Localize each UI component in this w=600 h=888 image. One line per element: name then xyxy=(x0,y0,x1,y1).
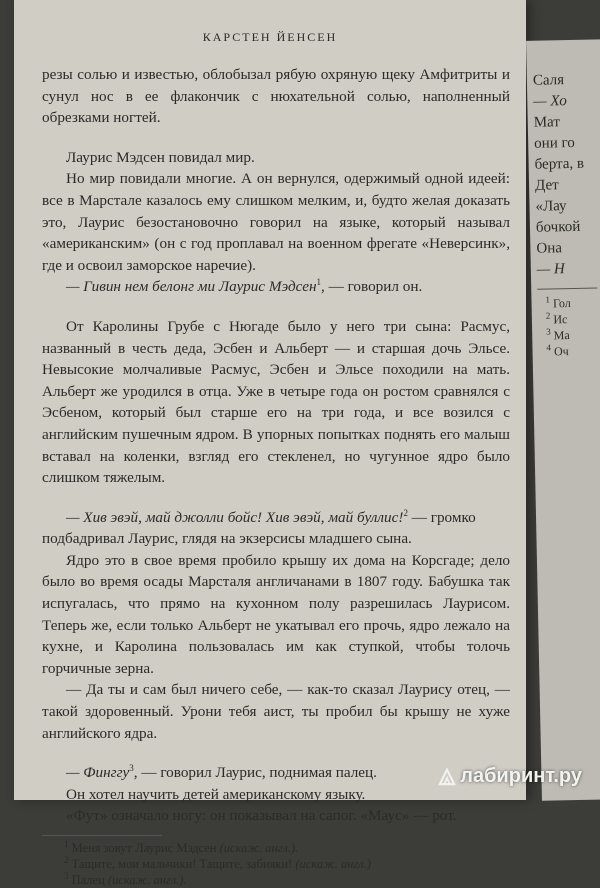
paragraph: От Каролины Грубе с Нюгаде было у него три сына: Расмус, названный в честь деда, Эсбен и Альберт — и старшая дочь Эльсе. Невысокие молчаливые Расмус, Эсбен и Эльсе походили на мать. Альберт же уродился в отца. Уже в четыре года он ростом сравнялся с Эсбеном, который был старше его на три года, и все возился с английским пушечным ядром. В упорных попытках поднять его малыш вставал на коленки, взгляд его стекленел, но чугунное ядро было слишком тяжелым. xyxy=(42,317,510,487)
right-page-line: берта, в xyxy=(534,155,585,173)
footnote-note: (искаж. англ.). xyxy=(219,841,299,855)
speech-tail: , — говорил Лаурис, поднимая палец. xyxy=(133,764,377,782)
paragraph: подбадривал Лаурис, глядя на экзерсисы младшего сына. xyxy=(42,530,412,548)
right-page-line: Мат xyxy=(533,114,561,131)
speech-tail: — громко xyxy=(407,508,476,526)
footnote-ref: 3 xyxy=(129,763,134,774)
book-page-right xyxy=(526,39,600,801)
footnote xyxy=(42,856,510,872)
right-page-line: Дет xyxy=(534,177,559,194)
footnote xyxy=(42,840,510,856)
paragraph: — Да ты и сам был ничего себе, — как-то сказал Лаурису отец, — такой здоровенный. Урони тебя аист, ты пробил бы крышу не хуже английского ядра. xyxy=(42,681,510,742)
watermark xyxy=(438,765,582,788)
speech-tail: , — говорил он. xyxy=(320,278,423,296)
footnote-number: 3 xyxy=(64,870,69,881)
speech-italic: — Финггу xyxy=(66,764,130,782)
right-page-line: — Н xyxy=(536,261,565,278)
paragraph: Но мир повидали многие. А он вернулся, одержимый одной идеей: все в Марстале казалось ему слишком мелким, и, будто желая доказать это, Лаурис безостановочно говорил на языке, который называл «американским» (он с год проплавал на военном фрегате «Неверсинк», где и освоил заморское наречие). xyxy=(42,170,510,274)
right-page-line: — Хо xyxy=(533,93,567,110)
speech-line xyxy=(42,276,510,298)
footnote-text: Ис xyxy=(553,312,568,327)
right-footnote xyxy=(532,310,600,328)
speech-italic: — Хив эвэй, май джолли бойс! Хив эвэй, май буллис! xyxy=(66,508,404,526)
footnote-number: 1 xyxy=(64,838,69,849)
footnote-note: (искаж. англ.) xyxy=(295,857,371,871)
footnote-text: Тащите, мои мальчики! Тащите, забияки! xyxy=(71,857,293,871)
running-header: КАРСТЕН ЙЕНСЕН xyxy=(202,30,338,44)
footnote-text: Меня зовут Лаурис Мэдсен xyxy=(71,841,217,855)
right-footnote xyxy=(532,342,600,360)
footnote-number: 4 xyxy=(546,342,552,353)
right-footnote xyxy=(531,294,600,312)
paragraph: Ядро это в свое время пробило крышу их дома на Корсгаде; дело было во время осады Марсталя англичанами в 1807 году. Бабушка так испугалась, что прямо на кухонном полу разрешилась Лаурисом. Теперь же, если только Альберт не укатывал его прочь, ядро лежало на кухне, и Каролина пользовалась им как ступкой, чтобы толочь горчичные зерна. xyxy=(42,551,510,677)
footnote-note: (искаж. англ.). xyxy=(107,873,187,887)
paragraph: Он хотел научить детей американскому языку. xyxy=(66,785,366,803)
paragraph: резы солью и известью, облобызал рябую охряную щеку Амфитриты и сунул нос в ее флакончик с нюхательной солью, наполненный обрезками ногтей. xyxy=(42,66,510,127)
footnote-ref: 1 xyxy=(316,277,321,288)
paragraph: Лаурис Мэдсен повидал мир. xyxy=(66,148,255,166)
right-page-line: «Лау xyxy=(535,198,567,215)
watermark-text: лабиринт.ру xyxy=(460,765,582,787)
footnote-divider xyxy=(42,835,162,836)
footnote xyxy=(42,872,510,888)
footnote-number: 2 xyxy=(64,854,69,865)
right-page-line: они го xyxy=(534,134,575,152)
footnote-text: Палец xyxy=(71,873,105,887)
paragraph: «Фут» означало ногу: он показывал на сапог. «Маус» — рот. xyxy=(66,807,457,825)
labirint-logo-icon xyxy=(438,768,456,786)
footnote-text: Ма xyxy=(553,328,570,343)
footnote-text: Гол xyxy=(552,296,571,311)
right-page-line: бочкой xyxy=(535,218,581,236)
book-page-left xyxy=(14,0,526,887)
right-page-line: Саля xyxy=(532,72,565,89)
footnote-text: Оч xyxy=(553,344,569,359)
right-footnote xyxy=(532,326,600,344)
footnote-number: 1 xyxy=(545,294,551,305)
right-footnote-divider xyxy=(537,287,597,289)
footnote-number: 3 xyxy=(546,326,551,337)
footnote-ref: 2 xyxy=(403,507,408,518)
speech-italic: — Гивин нем белонг ми Лаурис Мэдсен xyxy=(66,278,317,296)
footnote-number: 2 xyxy=(545,310,551,321)
right-page-line: Она xyxy=(536,240,563,257)
speech-line xyxy=(42,507,510,529)
